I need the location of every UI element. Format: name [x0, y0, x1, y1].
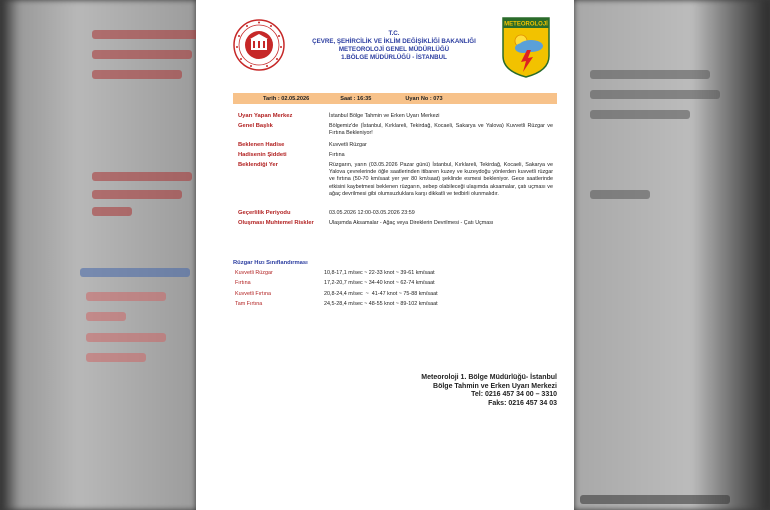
warning-number-text: Uyarı No : 073: [405, 95, 443, 102]
document-header: [294, 30, 494, 62]
header-line-4: 1.BÖLGE MÜDÜRLÜĞÜ - İSTANBUL: [341, 54, 447, 61]
header-line-3: METEOROLOJİ GENEL MÜDÜRLÜĞÜ: [338, 46, 450, 53]
wind-label-strong-storm: Kuvvetli Fırtına: [235, 291, 271, 297]
field-value-location: Rüzgarın, yarın (03.05.2026 Pazar günü) İstanbul, Kırklareli, Tekirdağ, Kocaeli, Sakarya ve Yalova çevrelerinde öğle saatlerinden itibaren kuzey ve kuzeydoğu yönlerden kuvvetli rüzgar ve fırtına (50-70 km/saat yer yer 80 km/saat) şeklinde esmesi bekleniyor. Gece saatlerinde etkisini kaybetmesi beklenen rüzgarın, sebep olabileceği ulaşımda aksamalar, çatı uçması ve ağaç devrilmesi gibi olumsuzluklara karşı dikkatli ve tedbirli olunmalıdır.: [329, 162, 553, 197]
footer-phone: Tel: 0216 457 34 00 – 3310: [471, 391, 557, 399]
wind-value-strong-storm: 20,8-24,4 m/sec ~ 41-47 knot ~ 75-88 km/saat: [324, 291, 438, 297]
blurred-text: [80, 268, 190, 277]
wind-value-storm: 17,2-20,7 m/sec ~ 34-40 knot ~ 62-74 km/saat: [324, 280, 435, 286]
wind-label-strong: Kuvvetli Rüzgar: [235, 270, 273, 276]
blurred-text: [86, 333, 166, 342]
blurred-text: [92, 190, 182, 199]
field-label-center: Uyarı Yapan Merkez: [238, 113, 293, 119]
ministry-seal-icon: [233, 19, 285, 71]
warning-document: [196, 0, 574, 510]
wind-value-full-storm: 24,5-28,4 m/sec ~ 48-55 knot ~ 89-102 km/saat: [324, 301, 438, 307]
field-label-risks: Oluşması Muhtemel Riskler: [238, 220, 314, 226]
field-label-severity: Hadisenin Şiddeti: [238, 152, 287, 158]
field-label-validity: Geçerlilik Periyodu: [238, 210, 291, 216]
blurred-text: [92, 70, 182, 79]
blurred-text: [92, 50, 192, 59]
footer-line-2: Bölge Tahmin ve Erken Uyarı Merkezi: [433, 382, 557, 390]
blurred-text: [86, 292, 166, 301]
time-text: Saat : 16:35: [340, 95, 372, 102]
info-bar: [233, 93, 557, 104]
wind-value-strong: 10,8-17,1 m/sec ~ 22-33 knot ~ 39-61 km/saat: [324, 270, 435, 276]
blurred-text: [86, 312, 126, 321]
field-value-title: Bölgemiz'de (İstanbul, Kırklareli, Tekirdağ, Kocaeli, Sakarya ve Yalova) Kuvvetli Rüzgar ve Fırtına Bekleniyor!: [329, 123, 553, 137]
blurred-text: [590, 190, 650, 199]
meteoroloji-logo-icon: [501, 16, 551, 78]
footer-line-1: Meteoroloji 1. Bölge Müdürlüğü- İstanbul: [421, 374, 557, 381]
document-footer: [421, 374, 557, 408]
field-label-location: Beklendiği Yer: [238, 162, 278, 168]
blurred-text: [590, 110, 690, 119]
blurred-text: [92, 30, 202, 39]
wind-label-storm: Fırtına: [235, 280, 251, 286]
header-line-2: ÇEVRE, ŞEHİRCİLİK VE İKLİM DEĞİŞİKLİĞİ BAKANLIĞI: [312, 38, 476, 45]
blurred-text: [86, 353, 146, 362]
field-value-risks: Ulaşımda Aksamalar - Ağaç veya Direklerin Devrilmesi - Çatı Uçması: [329, 220, 494, 226]
field-value-severity: Fırtına: [329, 152, 345, 158]
field-value-validity: 03.05.2026 12:00-03.05.2026 23:59: [329, 210, 415, 216]
field-value-event: Kuvvetli Rüzgar: [329, 142, 367, 148]
date-text: Tarih : 02.05.2026: [263, 95, 310, 102]
blurred-text: [580, 495, 730, 504]
field-label-title: Genel Başlık: [238, 123, 273, 129]
wind-label-full-storm: Tam Fırtına: [235, 301, 263, 307]
field-label-event: Beklenen Hadise: [238, 142, 285, 148]
header-line-1: T.C.: [388, 30, 400, 37]
wind-classification-title: Rüzgar Hızı Sınıflandırması: [233, 260, 308, 266]
field-value-center: İstanbul Bölge Tahmin ve Erken Uyarı Merkezi: [329, 113, 440, 119]
blurred-text: [590, 70, 710, 79]
blurred-text: [92, 172, 192, 181]
blurred-text: [590, 90, 720, 99]
footer-fax: Faks: 0216 457 34 03: [488, 399, 557, 407]
blurred-text: [92, 207, 132, 216]
logo-text: METEOROLOJİ: [504, 21, 548, 28]
